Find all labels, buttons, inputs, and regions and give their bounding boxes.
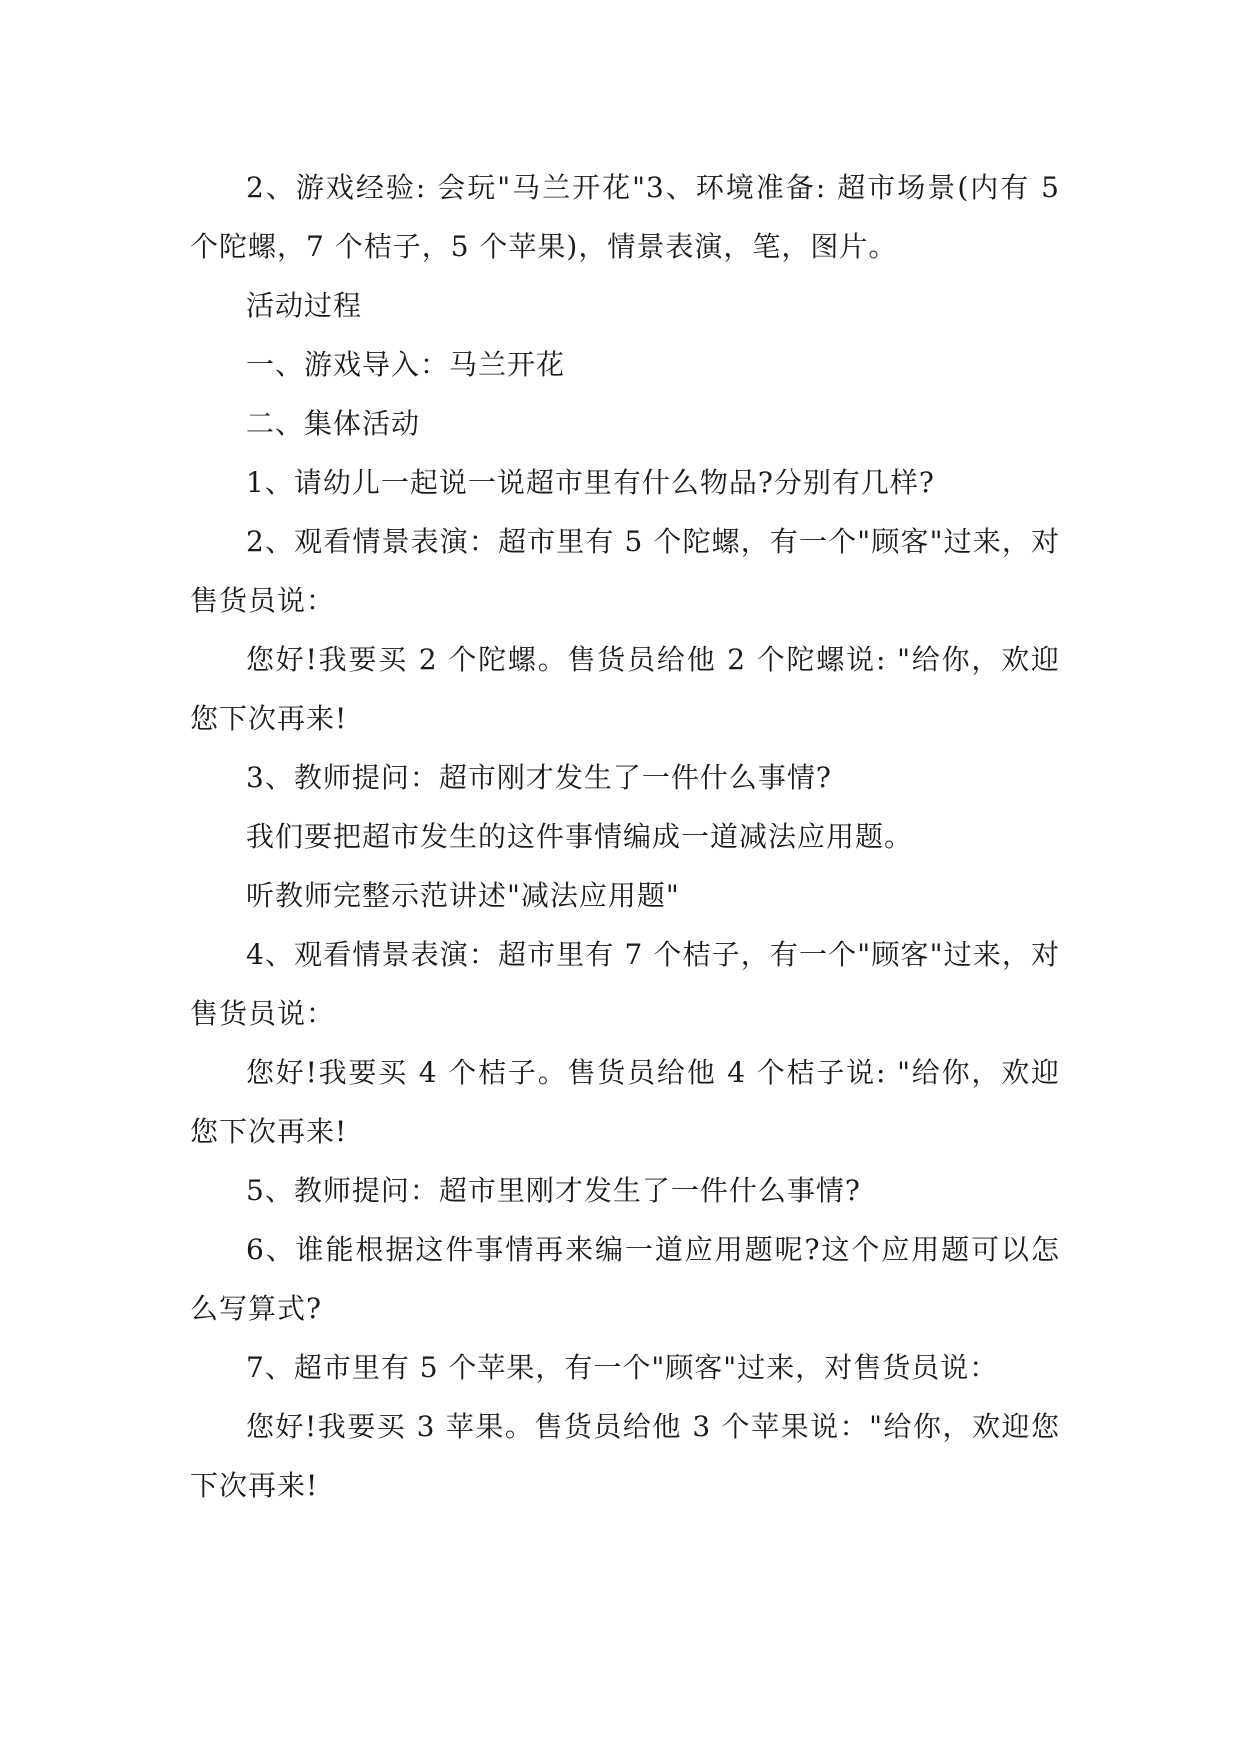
paragraph-step-3: 3、教师提问：超市刚才发生了一件什么事情? [246,761,832,794]
heading-activity-process: 活动过程 [246,289,363,322]
paragraph-environment-prep: 2、游戏经验: 会玩"马兰开花"3、环境准备: 超市场景(内有 5 个陀螺，7 个桔子，5 个苹果)，情景表演，笔，图片。 [190,171,1060,263]
paragraph-step-7: 7、超市里有 5 个苹果，有一个"顾客"过来，对售货员说： [246,1351,999,1384]
paragraph-subtraction-task: 我们要把超市发生的这件事情编成一道减法应用题。 [246,820,914,853]
paragraph-teacher-demo: 听教师完整示范讲述"减法应用题" [246,879,680,912]
paragraph-step-5: 5、教师提问：超市里刚才发生了一件什么事情? [246,1174,861,1207]
heading-group-activity: 二、集体活动 [246,407,421,440]
heading-game-intro: 一、游戏导入：马兰开花 [246,348,566,381]
paragraph-step-1: 1、请幼儿一起说一说超市里有什么物品?分别有几样? [246,466,935,499]
document-body [190,158,1060,1515]
paragraph-dialogue-2: 您好!我要买 4 个桔子。售货员给他 4 个桔子说: "给你，欢迎您下次再来! [190,1056,1060,1148]
paragraph-dialogue-3: 您好!我要买 3 苹果。售货员给他 3 个苹果说："给你，欢迎您下次再来! [190,1410,1060,1502]
paragraph-step-6: 6、谁能根据这件事情再来编一道应用题呢?这个应用题可以怎么写算式? [190,1233,1060,1325]
paragraph-dialogue-1: 您好!我要买 2 个陀螺。售货员给他 2 个陀螺说: "给你，欢迎您下次再来! [190,643,1060,735]
paragraph-step-4: 4、观看情景表演：超市里有 7 个桔子，有一个"顾客"过来，对售货员说： [190,938,1060,1030]
paragraph-step-2: 2、观看情景表演：超市里有 5 个陀螺，有一个"顾客"过来，对售货员说： [190,525,1060,617]
